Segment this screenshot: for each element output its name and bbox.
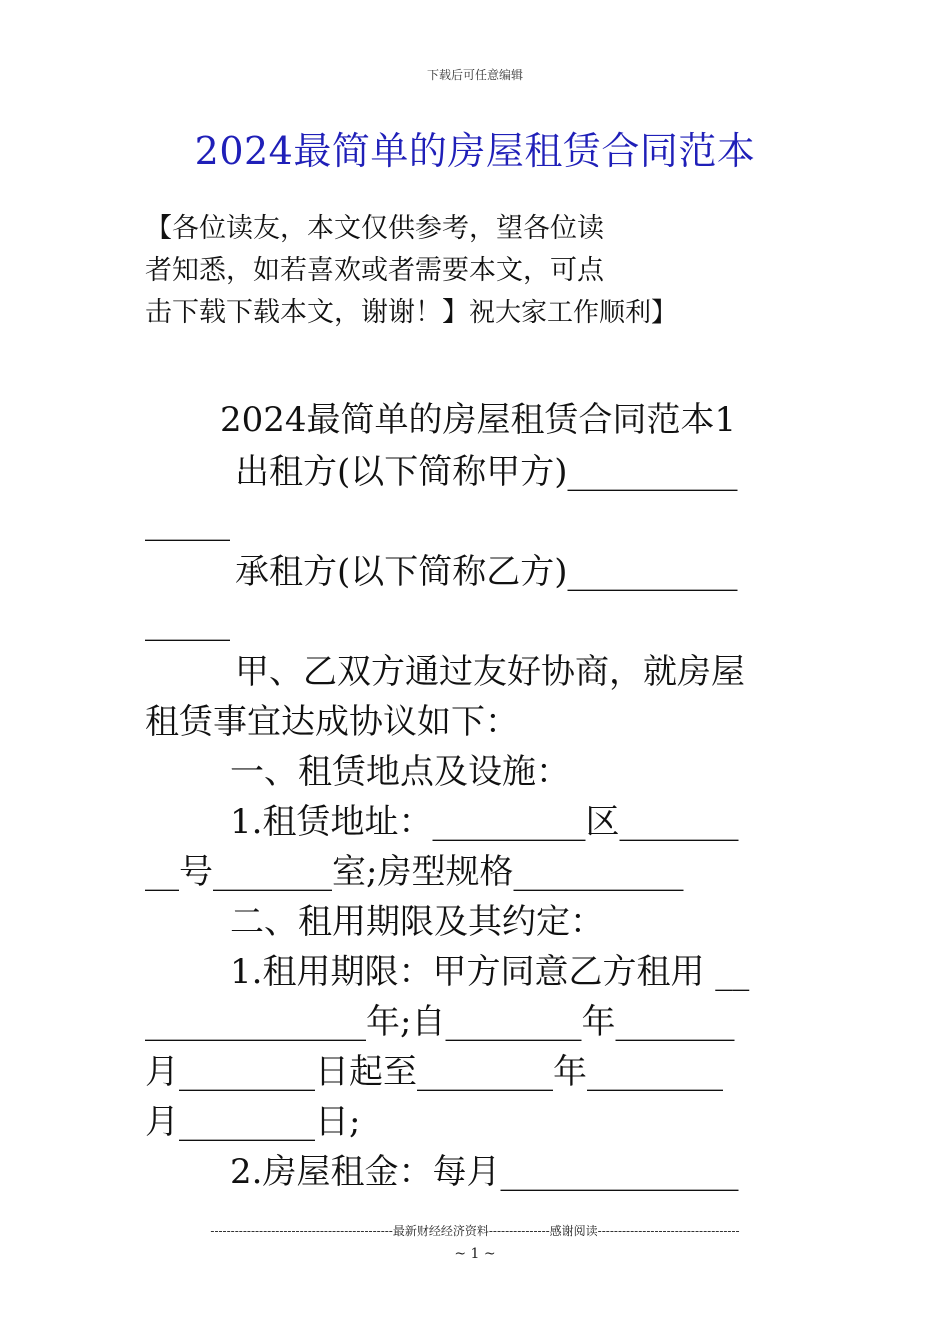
contract-subtitle: 2024最简单的房屋租赁合同范本1: [220, 400, 737, 440]
promo-line-3: [145, 290, 845, 329]
promo-line-2: 者知悉，如若喜欢或者需要本文，可点: [145, 255, 604, 286]
section-2-item-1: 1.租用期限：甲方同意乙方租用 __: [230, 952, 750, 992]
section-1-item-1-continued: __号_______室;房型规格__________: [145, 852, 684, 892]
lessee-line: 承租方(以下简称乙方)__________: [235, 552, 738, 592]
lessee-line-continued: _____: [145, 602, 230, 642]
section-1-heading: 一、租赁地点及设施：: [230, 752, 570, 792]
document-title: 2024最简单的房屋租赁合同范本: [194, 129, 756, 173]
section-2-item-1-line-4: 月________日;: [145, 1102, 361, 1142]
section-2-item-1-line-3: 月________日起至________年________: [145, 1052, 723, 1092]
lessor-line: 出租方(以下简称甲方)__________: [235, 452, 738, 492]
promo-greeting: 祝大家工作顺利】: [469, 298, 678, 328]
section-2-item-2: 2.房屋租金：每月______________: [230, 1152, 739, 1192]
promo-line-3-text: 击下载下载本文，谢谢！】: [145, 297, 469, 328]
promo-line-1: 【各位读友，本文仅供参考，望各位读: [145, 213, 604, 244]
lessor-line-continued: _____: [145, 502, 230, 542]
intro-paragraph-line-1: 甲、乙双方通过友好协商，就房屋: [235, 652, 745, 692]
page-number: ~ 1 ~: [454, 1246, 496, 1262]
footer-rule: ---------------------------------------------最新财经经济资料---------------感谢阅读-----------------------------------: [210, 1224, 740, 1238]
section-1-item-1: 1.租赁地址：_________区_______: [230, 802, 739, 842]
section-2-item-1-line-2: _____________年;自________年_______: [145, 1002, 735, 1042]
section-2-heading: 二、租用期限及其约定：: [230, 902, 604, 942]
header-note: 下载后可任意编辑: [426, 68, 523, 82]
intro-paragraph-line-2: 租赁事宜达成协议如下：: [145, 702, 519, 742]
